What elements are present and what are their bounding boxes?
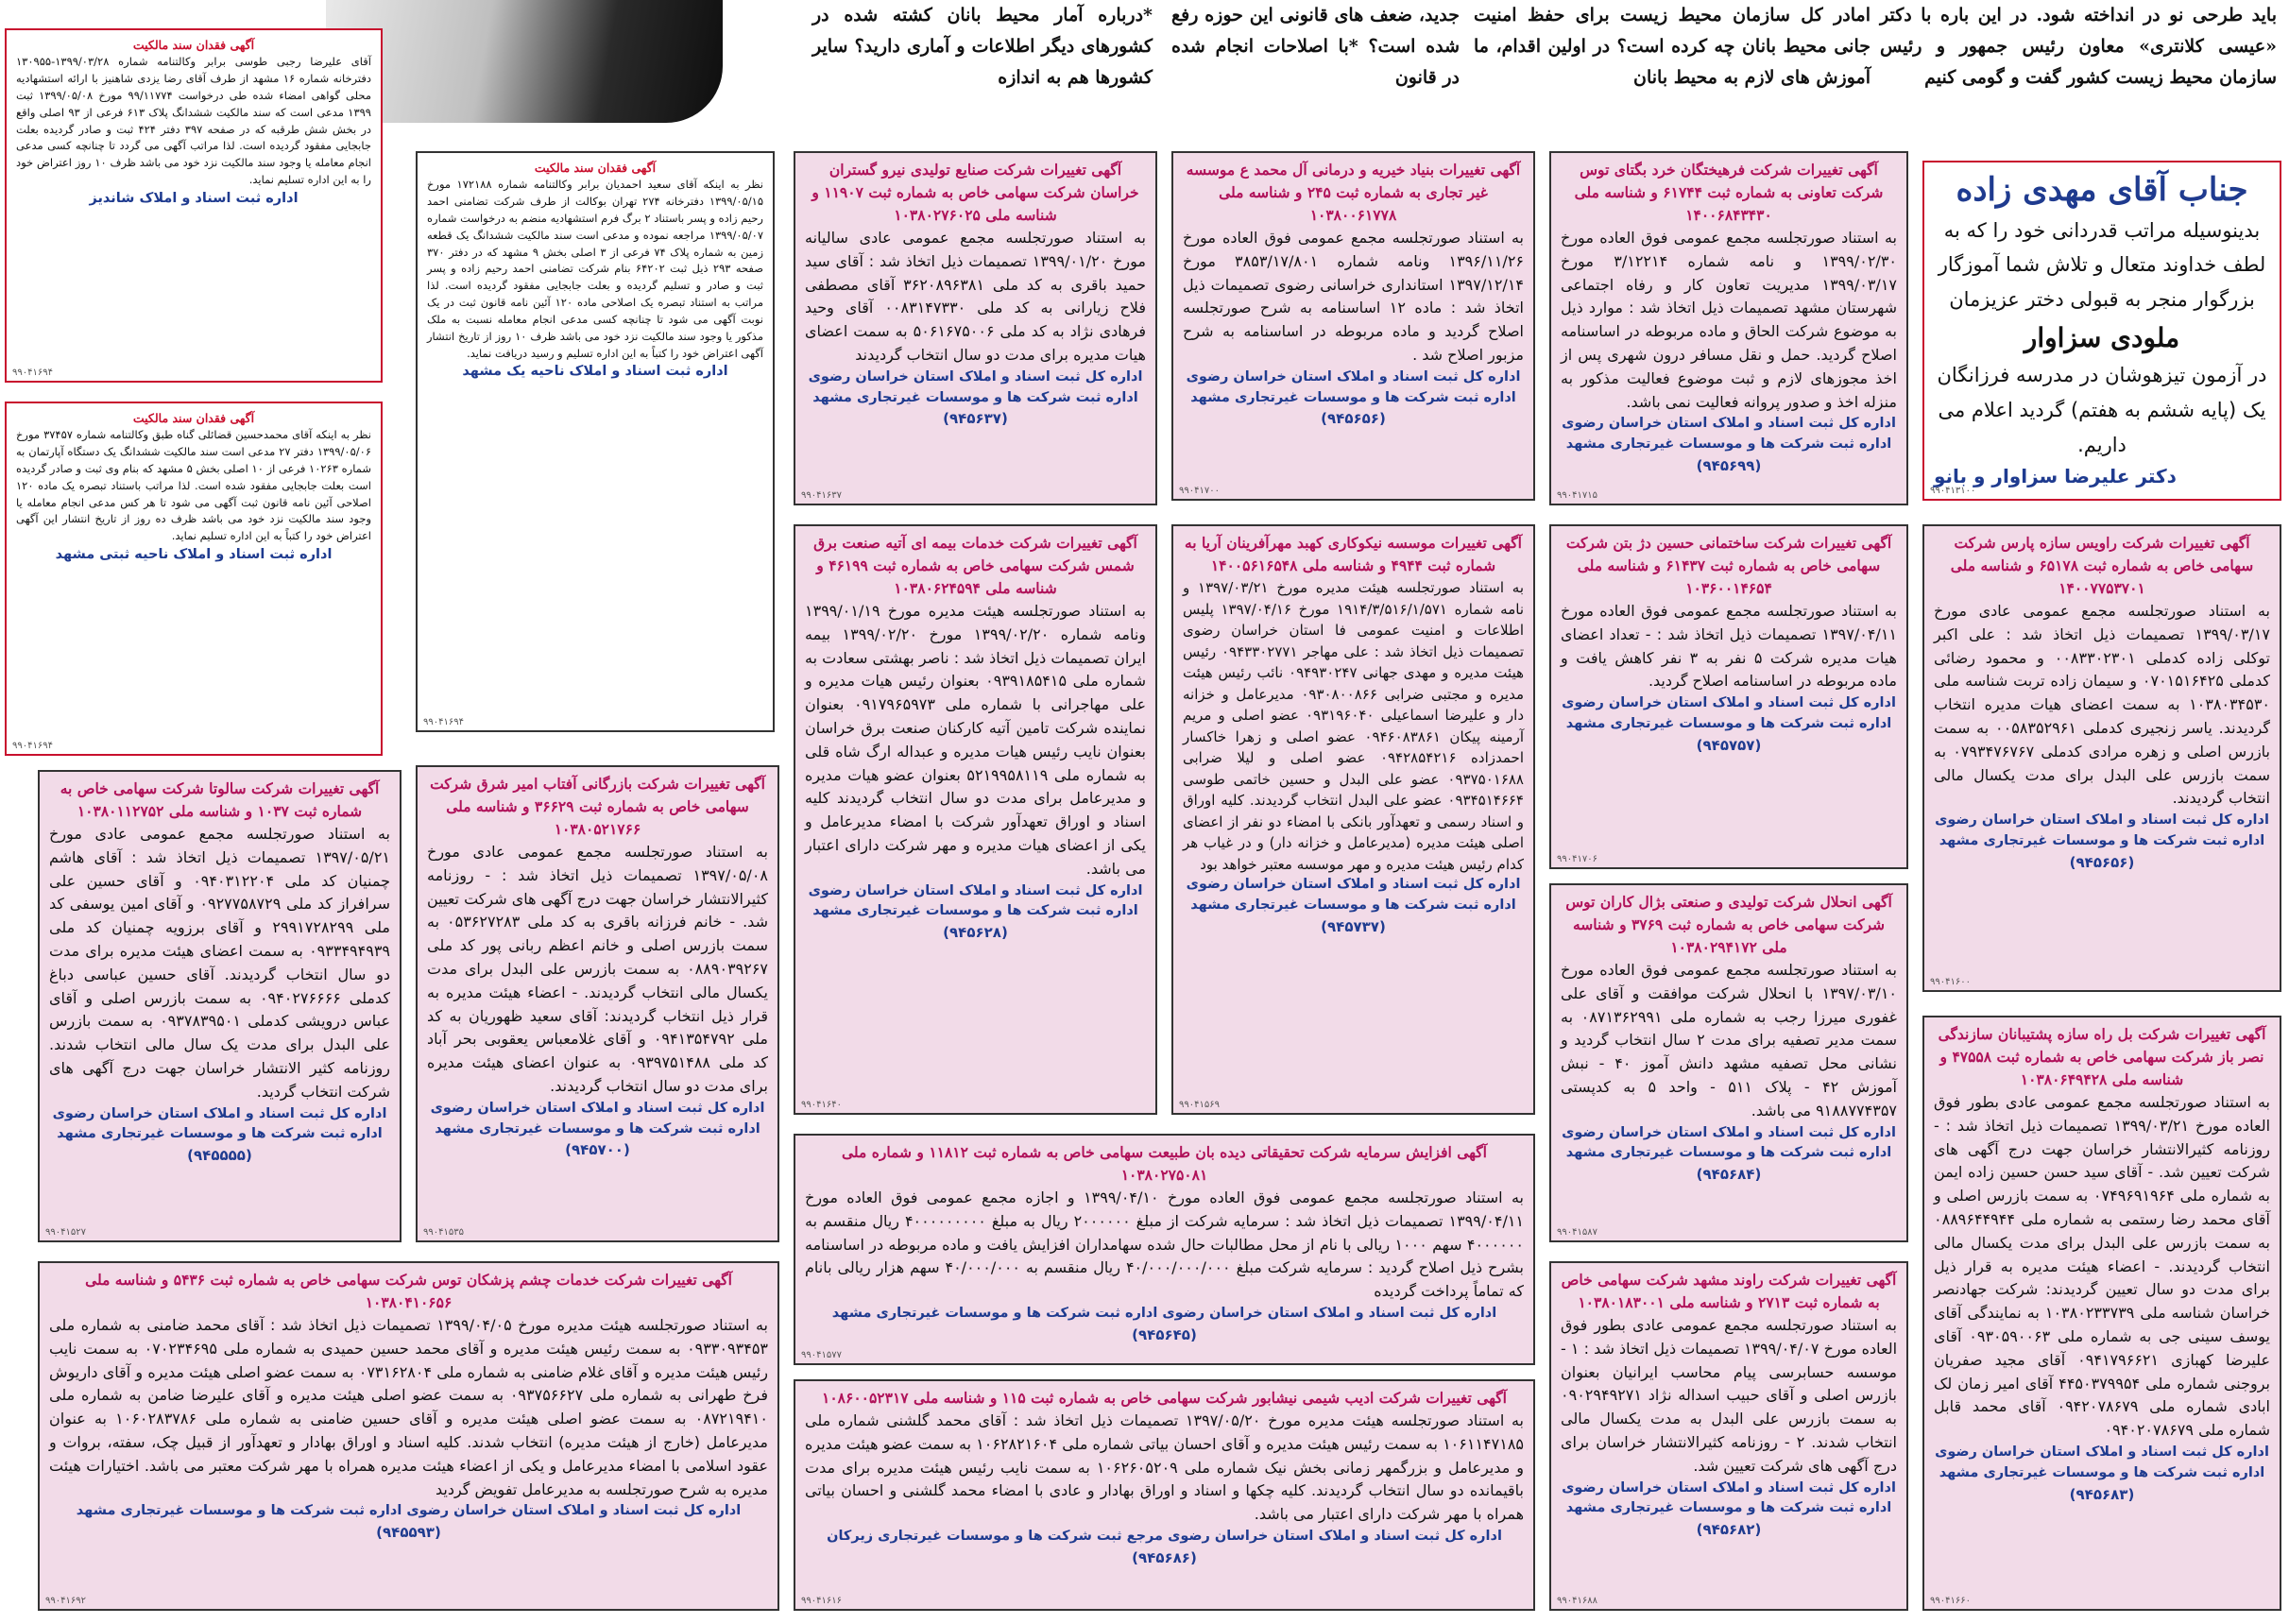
ad-serial: ۹۹۰۴۱۶۹۴ — [12, 740, 53, 751]
ad-code: (۹۴۵۷۰۰) — [565, 1141, 630, 1159]
ad-code: (۹۴۵۵۵۵) — [187, 1147, 252, 1165]
ad-anjol — [1549, 883, 1908, 1242]
ad-office: اداره کل ثبت اسناد و املاک استان خراسان رضوی اداره ثبت شرکت ها و موسسات غیرتجاری مشهد — [430, 1100, 765, 1137]
ad-code: (۹۴۵۶۸۲) — [1696, 1521, 1762, 1539]
ad-body: نظر به اینکه آقای محمدحسین قضائلی گناه طبق وکالتنامه شماره ۳۷۴۵۷ مورخ ۱۳۹۹/۰۵/۰۶ دفتر ۲۷ مدعی است سند مالکیت ششدانگ یک دستگاه آپارتمان به شماره ۱۰۲۶۳ فرعی از ۱۰ اصلی بخش ۵ مشهد که بنام وی ثبت و صادر گردیده است بعلت جابجایی مفقود شده است. لذا مراتب باستناد تبصره یک ماده ۱۲۰ اصلاحی آئین نامه قانون ثبت آگهی می شود تا هر کس مدعی انجام معامله یا وجود سند مالکیت نزد خود می باشد ظرف ده روز از تاریخ انتشار این آگهی اعتراض خود را کتباً به این اداره تسلیم نماید. — [16, 428, 371, 543]
ad-office: اداره کل ثبت اسناد و املاک استان خراسان رضوی اداره ثبت شرکت ها و موسسات غیرتجاری مشهد — [52, 1105, 387, 1142]
ad-title: آگهی فقدان سند مالکیت — [534, 161, 657, 175]
ad-body: به استناد صورتجلسه مجمع عمومی فوق العاده مورخ ۱۳۹۹/۰۴/۱۰ و اجازه مجمع عمومی فوق العاده مورخ ۱۳۹۹/۰۴/۱۱ تصمیمات ذیل اتخاذ شد : سرمایه شرکت از مبلغ ۲۰۰۰۰۰۰ ریال به مبلغ ۴۰۰۰۰۰۰۰۰۰ ریال منقسم به ۴۰۰۰۰۰۰ سهم ۱۰۰۰ ریالی با نام از محل مطالبات حال شده سهامداران افزایش یافت و ماده مربوطه در اساسنامه بشرح ذیل اصلاح گردید : سرمایه شرکت مبلغ ۴۰/۰۰۰/۰۰۰/۰۰۰ ریال منقسم به ۴۰/۰۰۰/۰۰۰ سهم هزار ریالی بانام که تماماً پرداخت گردیده — [805, 1188, 1525, 1301]
ad-serial: ۹۹۰۴۱۵۷۷ — [801, 1349, 842, 1360]
ad-body: به استناد صورتجلسه مجمع عمومی فوق العاده مورخ ۱۳۹۶/۱۱/۲۶ ونامه شماره ۳۸۵۳/۱۷/۸۰۱ مورخ ۱۳۹۷/۱۲/۱۴ استانداری خراسانی رضوی تصمیمات ذیل اتخاذ شد : ماده ۱۲ اساسنامه به شرح صورتجلسه اصلاح گردید و ماده مربوطه در اساسنامه به شرح مزبور اصلاح شد . — [1183, 229, 1524, 365]
top-column-2: امادر کل سازمان محیط زیست برای حفظ امنیت جانی محیط بانان چه کرده است؟ در اولین اقدام، ما آموزش های لازم به محیط بانان — [1474, 5, 1870, 88]
ad-code: (۹۴۵۶۳۷) — [943, 410, 1008, 428]
ad-serial: ۹۹۰۴۱۶۹۲ — [45, 1595, 86, 1606]
ad-serial: ۹۹۰۴۱۵۲۷ — [45, 1226, 86, 1238]
ad-serial: ۹۹۰۴۱۶۸۸ — [1557, 1595, 1597, 1606]
ad-code: (۹۴۵۶۸۶) — [1132, 1548, 1197, 1566]
ad-lost-deed-3 — [5, 402, 383, 756]
top-column-3: جدید، ضعف های قانونی این حوزه رفع شده است؟ *با اصلاحات انجام شده در قانون — [1171, 5, 1460, 88]
ad-serial: ۹۹۰۴۱۶۹۴ — [12, 367, 53, 378]
ad-rawand — [1549, 1261, 1908, 1611]
ad-code: (۹۴۵۶۸۳) — [2069, 1485, 2135, 1503]
ad-office: اداره کل ثبت اسناد و املاک استان خراسان رضوی اداره ثبت شرکت ها و موسسات غیرتجاری مشهد — [831, 1306, 1497, 1322]
ad-sarmaye — [794, 1134, 1535, 1365]
ad-title: آگهی تغییرات شرکت بازرگانی آفتاب امیر شرق شرکت سهامی خاص به شماره ثبت ۳۶۶۲۹ و شناسه ملی ۱۰۳۸۰۵۲۱۷۶۶ — [430, 775, 765, 839]
ad-title: آگهی تغییرات بنیاد خیریه و درمانی آل محمد ع موسسه غیر تجاری به شماره ثبت ۲۴۵ و شناسه ملی ۱۰۳۸۰۰۶۱۷۷۸ — [1186, 161, 1521, 225]
ad-office: اداره کل ثبت اسناد و املاک استان خراسان رضوی اداره ثبت شرکت ها و موسسات غیرتجاری مشهد — [1562, 1124, 1896, 1161]
ad-serial: ۹۹۰۴۱۶۱۶ — [801, 1595, 842, 1606]
ad-title: آگهی تغییرات شرکت راوند مشهد شرکت سهامی خاص به شماره ثبت ۲۷۱۳ و شناسه ملی ۱۰۳۸۰۱۸۳۰۰۱ — [1561, 1271, 1897, 1312]
ad-body: به استناد صورتجلسه هیئت مدیره مورخ ۱۳۹۷/۰۵/۲۰ تصمیمات ذیل اتخاذ شد : آقای محمد گلشنی شماره ملی ۱۰۶۱۱۴۷۱۸۵ به سمت رئیس هیئت مدیره و آقای احسان بیاتی شماره ملی ۱۰۶۲۸۲۱۶۰۴ به سمت عضو هیئت مدیره و مدیرعامل و بزرگمهر زمانی بخش نیک شماره ملی ۱۰۶۲۶۰۵۲۰۹ به سمت نایب رئیس هیئت مدیره برای مدت باقیمانده دو سال انتخاب گردیدند. کلیه چکها و اسناد و اوراق بهادار و عادی با امضاء محمد گلشنی و احسان بیاتی همراه با مهر شرکت دارای اعتبار می باشد. — [805, 1411, 1525, 1524]
ad-code: (۹۴۵۷۵۷) — [1696, 736, 1762, 754]
ad-serial: ۹۹۰۴۱۶۶۰ — [1930, 1595, 1971, 1606]
ad-office: اداره کل ثبت اسناد و املاک استان خراسان رضوی اداره ثبت شرکت ها و موسسات غیرتجاری مشهد — [1935, 812, 2269, 848]
ad-title: آگهی تغییرات موسسه نیکوکاری کهبد مهرآفرینان آریا به شماره ثبت ۴۹۴۴ و شناسه ملی ۱۴۰۰۵۶۱۶۵۴۸ — [1185, 534, 1522, 575]
ad-office: اداره کل ثبت اسناد و املاک استان خراسان رضوی اداره ثبت شرکت ها و موسسات غیرتجاری مشهد — [1562, 416, 1896, 453]
ad-office: اداره کل ثبت اسناد و املاک استان خراسان رضوی اداره ثبت شرکت ها و موسسات غیرتجاری مشهد — [808, 368, 1143, 405]
ad-body: به استناد صورتجلسه مجمع عمومی عادی مورخ ۱۳۹۷/۰۵/۲۱ تصمیمات ذیل اتخاذ شد : آقای هاشم چمنیان کد ملی ۰۹۴۰۳۱۲۲۰۴ و آقای حسین علی سرافراز کد ملی ۰۹۲۷۷۵۸۷۲۹ و آقای امین یوسفی کد ملی ۲۹۹۱۷۲۸۲۹۹ و آقای برزویه چمنیان کد ملی ۰۹۳۳۴۹۴۹۳۹ به سمت اعضای هیئت مدیره برای مدت دو سال انتخاب گردیدند. آقای حسین عباسی دباغ کدملی ۰۹۴۰۲۷۶۶۶۶ به سمت بازرس اصلی و آقای عباس درویشی کدملی ۰۹۳۷۸۳۹۵۰۱ به سمت بازرس علی البدل برای مدت یک سال مالی انتخاب شدند. روزنامه کثیر الانتشار خراسان جهت درج آگهی های شرکت انتخاب گردید. — [49, 825, 391, 1101]
ad-title: آگهی تغییرات شرکت فرهیختگان خرد بگتای توس شرکت تعاونی به شماره ثبت ۶۱۷۴۴ و شناسه ملی ۱۴۰۰۶۸۴۳۴۳۰ — [1574, 161, 1884, 225]
ad-office: اداره کل ثبت اسناد و املاک استان خراسان رضوی مرجع ثبت شرکت ها و موسسات غیرتجاری زیرکان — [827, 1529, 1502, 1544]
ad-serial: ۹۹۰۴۱۵۶۹ — [1179, 1099, 1220, 1110]
ad-title: آگهی تغییرات شرکت ساختمانی حسین دژ بتن شرکت سهامی خاص به شماره ثبت ۶۱۴۳۷ و شناسه ملی ۱۰۳۶۰۰۱۴۶۵۴ — [1565, 534, 1892, 598]
ad-title: آگهی فقدان سند مالکیت — [132, 38, 255, 52]
ad-body: به استناد صورتجلسه هیئت مدیره مورخ ۱۳۹۹/۰۴/۰۵ تصمیمات ذیل اتخاذ شد : آقای محمد ضامنی به شماره ملی ۰۹۳۳۰۹۳۴۵۳ به سمت رئیس هیئت مدیره و آقای محمد حسین حمیدی به شماره ملی ۰۷۰۲۳۴۶۹۵ به سمت نایب رئیس هیئت مدیره و آقای غلام ضامنی به شماره ملی ۰۷۳۱۶۲۸۰۴ به سمت عضو اصلی هیئت مدیره و آقای داریوش فرخ طهرانی به شماره ملی ۰۹۳۷۵۶۶۲۷ به سمت عضو اصلی هیئت مدیره و آقای علیرضا ضامن به شماره ملی ۰۸۷۲۱۹۴۱۰ به سمت عضو اصلی هیئت مدیره و آقای حسین ضامنی به شماره ملی ۱۰۶۰۲۸۳۷۸۶ به عنوان مدیرعامل (خارج از هیئت مدیره) انتخاب شدند. کلیه اسناد و اوراق بهادار و تعهدآور از قبیل چک، سفته، بروات و عقود اسلامی با امضاء مدیرعامل و یکی از اعضاء هیئت مدیره همراه با مهر شرکت معتبر می باشد. اختیارات هیئت مدیره به شرح صورتجلسه به مدیرعامل تفویض گردید — [49, 1316, 769, 1498]
ad-body: به استناد صورتجلسه هیئت مدیره مورخ ۱۳۹۷/۰۳/۲۱ و نامه شماره ۱۹۱۴/۳/۵۱۶/۱/۵۷۱ مورخ ۱۳۹۷/۰۴/۱۶ پلیس اطلاعات و امنیت عمومی فا استان خراسان رضوی تصمیمات ذیل اتخاذ شد : علی مهاجر ۰۹۴۳۳۰۲۷۷۱ رئیس هیئت مدیره و مهدی جهانی ۰۹۴۹۳۰۲۴۷ نائب رئیس هیئت مدیره و مجتبی ضرابی ۰۹۳۰۸۰۰۸۶۶ مدیرعامل و خزانه دار و علیرضا اسماعیلی ۰۹۳۱۹۶۰۴۰ عضو اصلی و مریم آرمینه پیکان ۰۹۴۶۰۸۳۸۶۱ عضو اصلی و زهرا خاکسار احمدزاده ۰۹۴۲۸۵۴۲۱۶ عضو اصلی و لیلا ضرابی ۰۹۳۷۵۰۱۶۸۸ عضو علی البدل و حسین خاتمی طوسی ۰۹۳۴۵۱۴۶۶۴ عضو علی البدل انتخاب گردیدند. کلیه اوراق و اسناد رسمی و تعهدآور بانکی با امضاء دو نفر از اعضای اصلی هیئت مدیره (مدیرعامل و خزانه دار) و در غیاب هر کدام رئیس هیئت مدیره و مهر موسسه معتبر خواهد بود — [1183, 579, 1525, 873]
ad-title: آگهی افزایش سرمایه شرکت تحقیقاتی دیده بان طبیعت سهامی خاص به شماره ثبت ۱۱۸۱۲ و شماره ملی ۱۰۳۸۰۲۷۵۰۸۱ — [842, 1143, 1487, 1185]
congrats-body-2: در آزمون تیزهوشان در مدرسه فرزانگان یک (پایه ششم به هفتم) گردید اعلام می داریم. — [1937, 364, 2267, 456]
ad-cheshm — [38, 1261, 779, 1611]
congratulation-notice — [1922, 161, 2281, 501]
ad-body: به استناد صورتجلسه مجمع عمومی فوق العاده مورخ ۱۳۹۷/۰۳/۱۰ با انحلال شرکت موافقت و آقای علی غفوری میرزا رجب به شماره ملی ۰۸۷۱۳۶۲۹۹۱ به سمت مدیر تصفیه برای مدت ۲ سال انتخاب گردید و نشانی محل تصفیه مشهد دانش آموز ۴۰ - نبش آموزش ۴۲ - پلاک ۵۱۱ - واحد ۵ به کدپستی ۹۱۸۸۷۷۴۳۵۷ می باشد. — [1561, 961, 1898, 1120]
ad-office: اداره کل ثبت اسناد و املاک استان خراسان رضوی اداره ثبت شرکت ها و موسسات غیرتجاری مشهد — [1186, 368, 1521, 405]
ad-title: آگهی تغییرات شرکت سالوتا شرکت سهامی خاص به شماره ثبت ۱۰۳۷ و شناسه ملی ۱۰۳۸۰۱۱۲۷۵۲ — [60, 779, 380, 821]
congrats-name: ملودی سزاوار — [2024, 321, 2180, 353]
ad-serial: ۹۹۰۴۱۵۸۷ — [1557, 1226, 1597, 1238]
ad-serial: ۹۹۰۴۱۶۴۰ — [801, 1099, 842, 1110]
ad-code: (۹۴۵۶۵۶) — [2069, 853, 2135, 871]
ad-poshtiban — [1922, 1016, 2281, 1611]
ad-serial: ۹۹۰۴۱۷۱۵ — [1557, 489, 1597, 501]
ad-body: به استناد صورتجلسه مجمع عمومی عادی مورخ ۱۳۹۷/۰۵/۰۸ تصمیمات ذیل اتخاذ شد : - روزنامه کثیرالانتشار خراسان جهت درج آگهی های شرکت تعیین شد. - خانم فرزانه باقری به کد ملی ۰۵۳۶۲۷۲۸۳ به سمت بازرس اصلی و خانم اعظم ربانی پور کد ملی ۰۸۸۹۰۳۹۲۶۷ به سمت بازرس علی البدل برای مدت یکسال مالی انتخاب گردیدند. - اعضاء هیئت مدیره به قرار ذیل انتخاب گردیدند: آقای سعید ظهوریان به کد ملی ۰۹۴۱۳۵۴۷۹۲ و آقای غلامعباس یعقوبی بحر آباد کد ملی ۰۹۳۹۷۵۱۴۸۸ به عنوان اعضای هیئت مدیره برای مدت دو سال انتخاب گردیدند. — [427, 843, 769, 1096]
ad-code: (۹۴۵۶۸۴) — [1696, 1166, 1762, 1184]
ad-title: آگهی تغییرات شرکت ادیب شیمی نیشابور شرکت سهامی خاص به شماره ثبت ۱۱۵ و شناسه ملی ۱۰۸۶۰۰۵۲۳۱۷ — [822, 1389, 1507, 1407]
ad-serial: ۹۹۰۴۱۶۰۰ — [1930, 976, 1971, 987]
ad-serial: ۹۹۰۴۱۵۳۵ — [423, 1226, 464, 1238]
ad-adib — [794, 1379, 1535, 1611]
ad-body: به استناد صورتجلسه مجمع عمومی عادی بطور فوق العاده مورخ ۱۳۹۹/۰۴/۰۷ تصمیمات ذیل اتخاذ شد : ۱ - موسسه حسابرسی پیام محاسب ایرانیان بعنوان بازرس اصلی و آقای حبیب اسداله نژاد ۰۹۰۲۹۴۹۲۷۱ به سمت بازرس علی البدل به مدت یکسال مالی انتخاب شدند. ۲ - روزنامه کثیرالانتشار خراسان برای درج آگهی های شرکت تعیین شد. — [1561, 1316, 1898, 1475]
ad-title: آگهی تغییرات شرکت خدمات چشم پزشکان توس شرکت سهامی خاص به شماره ثبت ۵۴۳۶ و شناسه ملی ۱۰۳۸۰۴۱۰۶۵۶ — [85, 1271, 732, 1312]
congrats-title: جناب آقای مهدی زاده — [1956, 171, 2248, 209]
ad-body: به استناد صورتجلسه مجمع عمومی عادی بطور فوق العاده مورخ ۱۳۹۹/۰۳/۲۱ تصمیمات ذیل اتخاذ شد : - روزنامه کثیرالانتشار خراسان جهت درج آگهی های شرکت تعیین شد. - آقای سید حسن حسین زاده ایمن به شماره ملی ۰۷۴۹۶۹۱۹۶۴ به سمت بازرس اصلی و آقای محمد رضا رستمی به شماره ملی ۰۸۸۹۶۴۴۹۴۴ به سمت بازرس علی البدل برای مدت یکسال مالی انتخاب گردیدند. - اعضاء هیئت مدیره به قرار ذیل برای مدت دو سال تعیین گردیدند: شرکت جهادنصر خراسان شناسه ملی ۱۰۳۸۰۲۳۳۷۳۹ به نمایندگی آقای یوسف سینی جی به شماره ملی ۰۹۳۰۵۹۰۰۶۳ آقای علیرضا کهبازی ۰۹۴۱۷۹۶۶۲۱ آقای مجید صفریان بروجنی شماره ملی ۴۴۵۰۳۷۹۹۵۴ آقای امیر زمان لک ابادی شماره ملی ۰۹۴۲۰۷۸۶۷۹ آقای محمد قابل شماره ملی ۰۹۴۰۲۰۷۸۶۷۹ — [1934, 1093, 2271, 1440]
ad-title: آگهی تغییرات شرکت راویس سازه پارس شرکت سهامی خاص به شماره ثبت ۶۵۱۷۸ و شناسه ملی ۱۴۰۰۷۷۵۳۷۰۱ — [1950, 534, 2254, 598]
ad-niko — [1171, 524, 1535, 1115]
ad-office: اداره کل ثبت اسناد و املاک استان خراسان رضوی اداره ثبت شرکت ها و موسسات غیرتجاری مشهد — [808, 882, 1143, 919]
ad-body: به استناد صورتجلسه مجمع عمومی فوق العاده مورخ ۱۳۹۹/۰۲/۳۰ و نامه شماره ۳/۱۲۲۱۴ مورخ ۱۳۹۹/۰۳/۱۷ مدیریت تعاون کار و رفاه اجتماعی شهرستان مشهد تصمیمات ذیل اتخاذ شد : موارد ذیل به موضوع شرکت الحاق و ماده مربوطه در اساسنامه اصلاح گردید. حمل و نقل مسافر درون شهری پس از اخذ مجوزهای لازم و ثبت موضوع فعالیت مذکور به منزله اخذ و صدور پروانه فعالیت نمی باشد. — [1561, 229, 1897, 411]
ad-code: (۹۴۵۶۵۶) — [1321, 410, 1386, 428]
ad-title: آگهی فقدان سند مالکیت — [132, 411, 255, 425]
ad-title: آگهی انحلال شرکت تولیدی و صنعتی بژال کاران توس شرکت سهامی خاص به شماره ثبت ۳۷۶۹ و شناسه ملی ۱۰۳۸۰۲۹۴۱۷۲ — [1565, 893, 1892, 957]
ad-code: (۹۴۵۵۹۳) — [376, 1524, 441, 1542]
ad-office: اداره کل ثبت اسناد و املاک استان خراسان رضوی اداره ثبت شرکت ها و موسسات غیرتجاری مشهد — [1562, 695, 1896, 731]
ad-code: (۹۴۵۶۲۸) — [943, 924, 1008, 942]
ad-farhangi — [1549, 151, 1908, 505]
ad-office: اداره ثبت اسناد و املاک ناحیه ثبتی مشهد — [55, 547, 333, 563]
ad-body: به استناد صورتجلسه هیئت مدیره مورخ ۱۳۹۹/۰۱/۱۹ ونامه شماره ۱۳۹۹/۰۲/۲۰ مورخ ۱۳۹۹/۰۲/۲۰ بیمه ایران تصمیمات ذیل اتخاذ شد : ناصر بهشتی سعادت به شماره ملی ۰۹۳۹۱۸۵۴۱۵ بعنوان رئیس هیات مدیره و علی مهاجرانی با شماره ملی ۰۹۱۷۹۶۵۹۷۳ بعنوان نماینده شرکت تامین آتیه کارکنان صنعت برق خراسان بعنوان نایب رئیس هیات مدیره و عبداله ارگ شاه قلی به شماره ملی ۵۲۱۹۹۵۸۱۱۹ بعنوان عضو هیات مدیره و مدیرعامل برای مدت دو سال انتخاب گردیدند کلیه اسناد و اوراق تعهدآور شرکت با امضاء مدیرعامل و یکی از اعضای هیات مدیره و مهر شرکت دارای اعتبار می باشد. — [805, 602, 1147, 878]
ad-bonyad — [1171, 151, 1535, 501]
ad-serial: ۹۹۰۴۱۶۳۷ — [801, 489, 842, 501]
ad-body: به استناد صورتجلسه مجمع عمومی فوق العاده مورخ ۱۳۹۷/۰۴/۱۱ تصمیمات ذیل اتخاذ شد : - تعداد اعضای هیات مدیره شرکت ۵ نفر به ۳ نفر کاهش یافت و ماده مربوطه در اساسنامه اصلاح گردید. — [1561, 602, 1897, 691]
congrats-signature: دکتر علیرضا سزاوار و بانو — [1934, 465, 2177, 488]
ad-title: آگهی تغییرات شرکت بل راه سازه پشتیبانان سازندگی نصر باز شرکت سهامی خاص به شماره ثبت ۴۷۵۵۸ و شناسه ملی ۱۰۳۸۰۶۴۹۴۲۸ — [1938, 1025, 2266, 1089]
ad-serial: ۹۹۰۴۱۳۱۰۰ — [1930, 485, 1976, 496]
ad-code: (۹۴۵۶۴۵) — [1132, 1325, 1197, 1343]
ad-body: نظر به اینکه آقای سعید احمدیان برابر وکالتنامه شماره ۱۷۲۱۸۸ مورخ ۱۳۹۹/۰۵/۱۵ دفترخانه ۲۷۴ تهران بوکالت از طرف شرکت تضامنی احمد رحیم زاده و پسر باستناد ۲ برگ فرم استشهادیه منضم به درخواست شماره ۱۳۹۹/۰۵/۰۷ مراجعه نموده و مدعی است سند مالکیت ششدانگ یک قطعه زمین به شماره پلاک ۷۴ فرعی از ۳ اصلی بخش ۹ مشهد که در دفتر ۳۷۰ صفحه ۲۹۳ ذیل ثبت ۶۴۲۰۲ بنام شرکت تضامنی احمد رحیم زاده و پسر ثبت و صادر و تسلیم گردیده و بعلت جابجایی مفقود گردیده است. لذا مراتب به استناد تبصره یک اصلاحی ماده ۱۲۰ آئین نامه قانون ثبت در یک نوبت آگهی می شود تا چنانچه کسی مدعی انجام معامله نسبت به ملک مذکور یا وجود سند مالکیت نزد خود می باشد ظرف ۱۰ روز از تاریخ انتشار آگهی اعتراض خود را کتباً به این اداره تسلیم و رسید دریافت نماید. — [427, 178, 763, 360]
ad-lost-deed-2 — [5, 28, 383, 383]
ad-title: آگهی تغییرات شرکت خدمات بیمه ای آتیه صنعت برق شمس شرکت سهامی خاص به شماره ثبت ۴۶۱۹۹ و شناسه ملی ۱۰۳۸۰۶۲۴۵۹۴ — [813, 534, 1137, 598]
ad-office: اداره کل ثبت اسناد و املاک استان خراسان رضوی اداره ثبت شرکت ها و موسسات غیرتجاری مشهد — [76, 1503, 742, 1519]
ad-niroo — [794, 151, 1157, 505]
ad-serial: ۹۹۰۴۱۷۰۶ — [1557, 853, 1597, 864]
ad-hasan — [1549, 524, 1908, 869]
ad-office: اداره ثبت اسناد و املاک ناحیه یک مشهد — [462, 364, 728, 380]
ad-office: اداره کل ثبت اسناد و املاک استان خراسان رضوی اداره ثبت شرکت ها و موسسات غیرتجاری مشهد — [1935, 1445, 2269, 1480]
ad-bime — [794, 524, 1157, 1115]
ad-ravis — [1922, 524, 2281, 992]
ad-office: اداره کل ثبت اسناد و املاک استان خراسان رضوی اداره ثبت شرکت ها و موسسات غیرتجاری مشهد — [1562, 1479, 1896, 1516]
ad-code: (۹۴۵۶۹۹) — [1696, 456, 1762, 474]
ad-office: اداره کل ثبت اسناد و املاک استان خراسان رضوی اداره ثبت شرکت ها و موسسات غیرتجاری مشهد — [1186, 877, 1521, 913]
top-column-4: *درباره آمار محیط بانان کشته شده در کشورهای دیگر اطلاعات و آماری دارید؟ سایر کشورها هم به اندازه — [812, 5, 1153, 88]
ad-serial: ۹۹۰۴۱۷۰۰ — [1179, 485, 1220, 496]
ad-aftab — [416, 765, 779, 1242]
ad-title: آگهی تغییرات شرکت صنایع تولیدی نیرو گستران خراسان شرکت سهامی خاص به شماره ثبت ۱۱۹۰۷ و شناسه ملی ۱۰۳۸۰۲۷۶۰۲۵ — [811, 161, 1139, 225]
ad-body: به استناد صورتجلسه مجمع عمومی عادی سالیانه مورخ ۱۳۹۹/۰۱/۲۰ تصمیمات ذیل اتخاذ شد : آقای سید حمید باقری به کد ملی ۳۶۲۰۸۹۶۳۸۱ آقای مصطفی فلاح زیارانی به کد ملی ۰۰۸۳۱۴۷۳۳۰ آقای وحید فرهادی نژاد به کد ملی ۵۰۶۱۶۷۵۰۰۶ به سمت اعضای هیات مدیره برای مدت دو سال انتخاب گردیدند — [805, 229, 1147, 365]
ad-body: به استناد صورتجلسه مجمع عمومی عادی مورخ ۱۳۹۹/۰۳/۱۷ تصمیمات ذیل اتخاذ شد : علی اکبر توکلی زاده کدملی ۰۰۸۳۳۰۲۳۰۱ و محمود رضائی کدملی ۰۷۰۱۵۱۶۴۲۵ و سیمان زاده تربت شناسه ملی ۱۰۳۸۰۳۴۵۳۰ به سمت اعضای هیات مدیره انتخاب گردیدند. یاسر زنجیری کدملی ۰۰۵۸۳۵۲۹۶۱ به سمت بازرس اصلی و زهره مرادی کدملی ۰۷۹۳۴۷۶۷۶۷ به سمت بازرس علی البدل برای مدت یکسال مالی انتخاب گردیدند. — [1934, 602, 2271, 808]
ad-serial: ۹۹۰۴۱۶۹۴ — [423, 716, 464, 727]
ad-saloa — [38, 770, 401, 1242]
ad-lost-deed-1 — [416, 151, 775, 732]
ad-body: آقای علیرضا رجبی طوسی برابر وکالتنامه شماره ۱۳۹۹/۰۳/۲۸-۱۳۰۹۵۵ دفترخانه شماره ۱۶ مشهد از طرف آقای رضا یزدی شاهنیز با ارائه استشهادیه محلی گواهی امضاء شده طی درخواست ۹۹/۱۱۷۷۴ مورخ ۱۳۹۹/۰۵/۰۸ ثبت ۱۳۹۹ مدعی است که سند مالکیت ششدانگ پلاک ۶۱۳ فرعی از ۹۳ اصلی واقع در بخش شش طرقبه که در صفحه ۳۹۷ دفتر ۴۲۴ ثبت و صادر گردیده بعلت جابجایی مفقود گردیده است. لذا مراتب آگهی می گردد تا چنانچه کسی مدعی انجام معامله یا وجود سند مالکیت نزد خود می باشد ظرف ۱۰ روز اعتراض خود را به این اداره تسلیم نماید. — [16, 55, 372, 187]
congrats-body: بدینوسیله مراتب قدردانی خود را که به لطف خداوند متعال و تلاش شما آموزگار بزرگوار منجر به قبولی دختر عزیزمان — [1938, 218, 2266, 312]
ad-office: اداره ثبت اسناد و املاک شاندیز — [89, 190, 299, 206]
ad-code: (۹۴۵۷۳۷) — [1321, 917, 1386, 935]
article-photo — [326, 0, 723, 123]
top-column-1: باید طرحی نو در انداخته شود. در این باره با دکتر «عیسی کلانتری» معاون رئیس جمهور و رئیس سازمان محیط زیست کشور گفت و گومی کنیم — [1880, 5, 2277, 88]
